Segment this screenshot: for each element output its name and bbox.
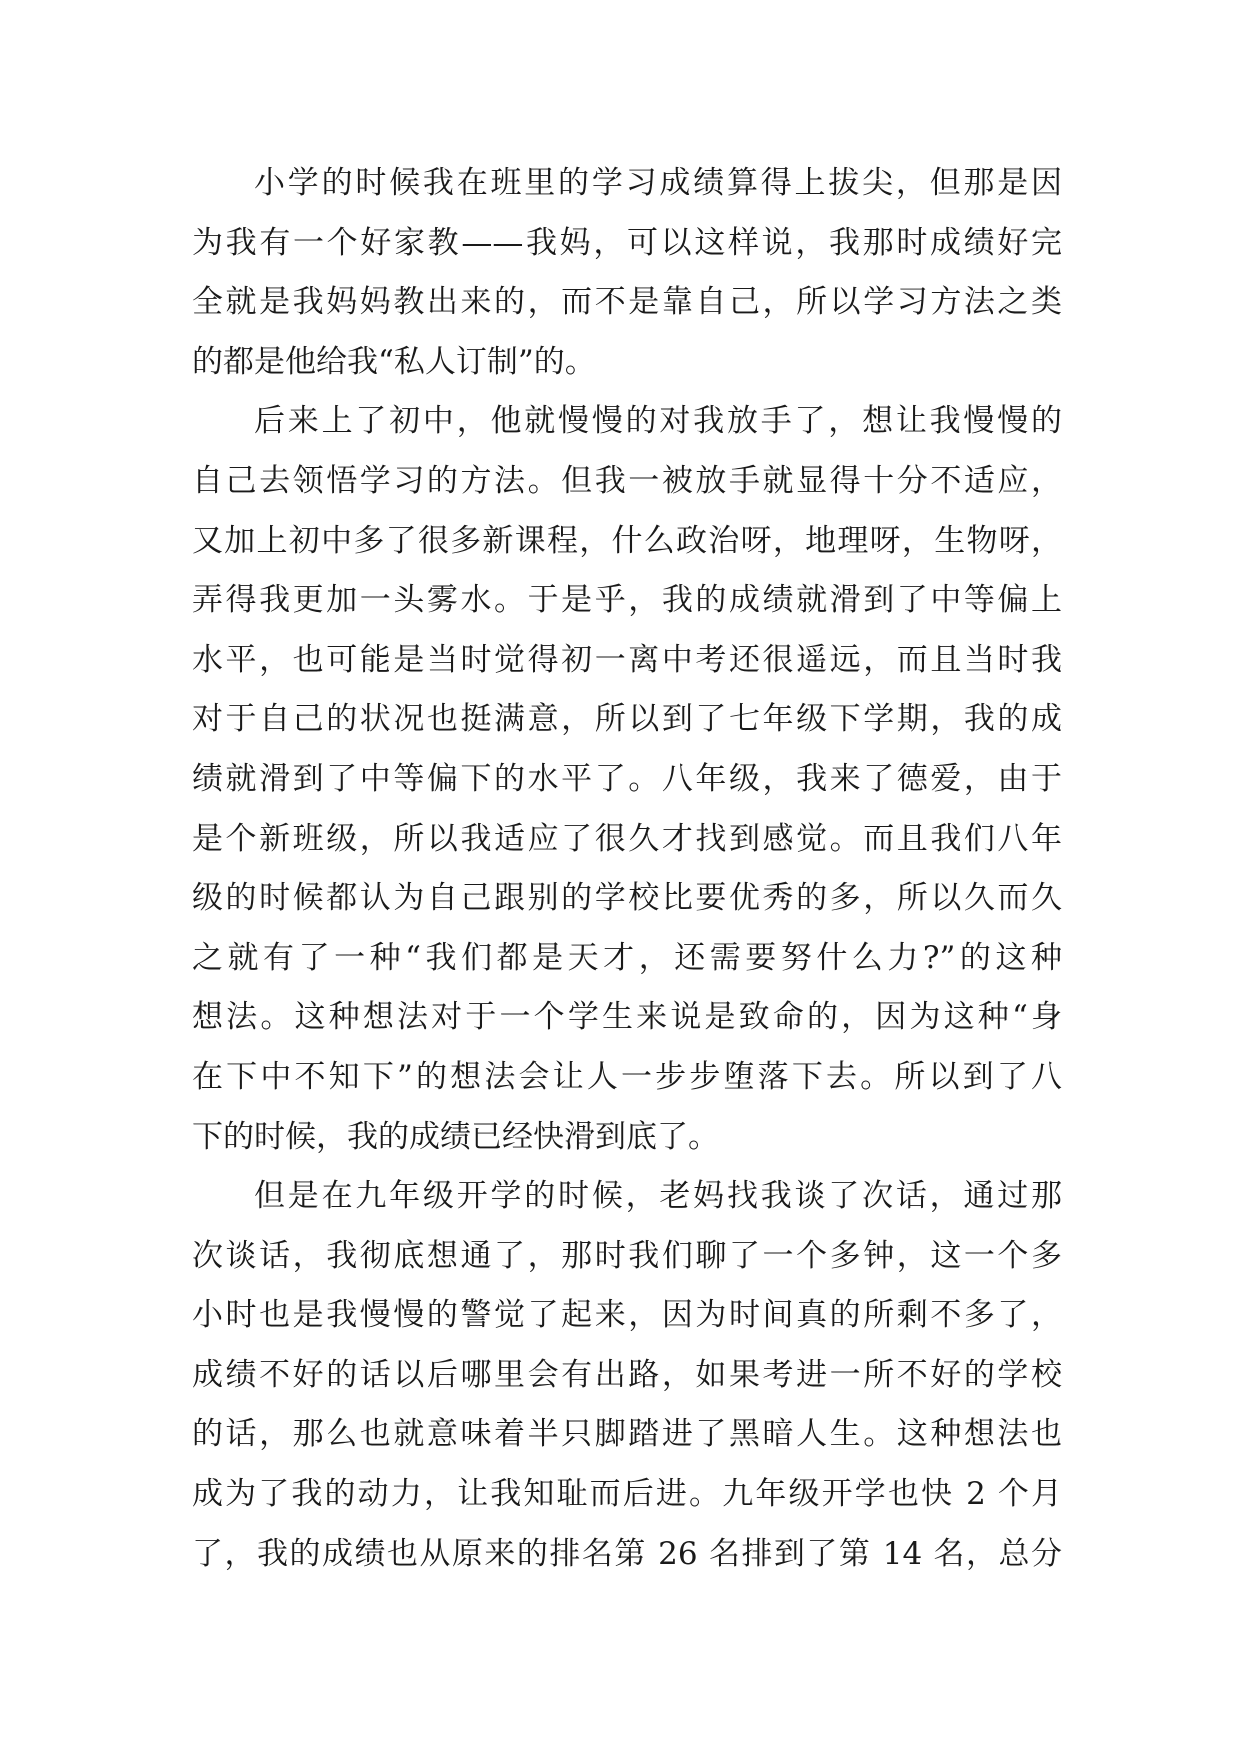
paragraph-3-line-1: 但是在九年级开学的时候，老妈找我谈了次话，通过那 <box>254 1178 1062 1215</box>
paragraph-1-line-3: 全就是我妈妈教出来的，而不是靠自己，所以学习方法之类 <box>192 284 1062 321</box>
paragraph-1-line-4: 的都是他给我“私人订制”的。 <box>192 343 596 380</box>
paragraph-3-line-7: 了，我的成绩也从原来的排名第 26 名排到了第 14 名，总分 <box>192 1535 1062 1572</box>
paragraph-3-line-6: 成为了我的动力，让我知耻而后进。九年级开学也快 2 个月 <box>192 1476 1062 1513</box>
paragraph-3-line-4: 成绩不好的话以后哪里会有出路，如果考进一所不好的学校 <box>192 1356 1062 1393</box>
paragraph-2-line-13: 下的时候，我的成绩已经快滑到底了。 <box>192 1118 719 1155</box>
paragraph-2-line-8: 是个新班级，所以我适应了很久才找到感觉。而且我们八年 <box>192 820 1062 857</box>
paragraph-2-line-2: 自己去领悟学习的方法。但我一被放手就显得十分不适应， <box>192 462 1062 499</box>
paragraph-1-line-1: 小学的时候我在班里的学习成绩算得上拔尖，但那是因 <box>254 165 1062 201</box>
paragraph-2-line-9: 级的时候都认为自己跟别的学校比要优秀的多，所以久而久 <box>192 880 1062 917</box>
paragraph-2-line-11: 想法。这种想法对于一个学生来说是致命的，因为这种“身 <box>192 999 1062 1036</box>
paragraph-3-line-3: 小时也是我慢慢的警觉了起来，因为时间真的所剩不多了， <box>192 1297 1062 1334</box>
paragraph-2-line-7: 绩就滑到了中等偏下的水平了。八年级，我来了德爱，由于 <box>192 760 1062 797</box>
paragraph-2-line-5: 水平，也可能是当时觉得初一离中考还很遥远，而且当时我 <box>192 641 1062 678</box>
paragraph-2-line-1: 后来上了初中，他就慢慢的对我放手了，想让我慢慢的 <box>254 403 1062 440</box>
paragraph-3-line-5: 的话，那么也就意味着半只脚踏进了黑暗人生。这种想法也 <box>192 1416 1062 1453</box>
paragraph-2-line-12: 在下中不知下”的想法会让人一步步堕落下去。所以到了八 <box>192 1058 1062 1095</box>
essay-body <box>192 154 1062 1584</box>
paragraph-2-line-10: 之就有了一种“我们都是天才，还需要努什么力?”的这种 <box>192 939 1062 976</box>
paragraph-2-line-6: 对于自己的状况也挺满意，所以到了七年级下学期，我的成 <box>192 701 1062 738</box>
paragraph-2-line-3: 又加上初中多了很多新课程，什么政治呀，地理呀，生物呀， <box>192 522 1062 559</box>
paragraph-3-line-2: 次谈话，我彻底想通了，那时我们聊了一个多钟，这一个多 <box>192 1237 1062 1274</box>
paragraph-1-line-2: 为我有一个好家教——我妈，可以这样说，我那时成绩好完 <box>192 224 1062 261</box>
paragraph-2-line-4: 弄得我更加一头雾水。于是乎，我的成绩就滑到了中等偏上 <box>192 582 1062 619</box>
